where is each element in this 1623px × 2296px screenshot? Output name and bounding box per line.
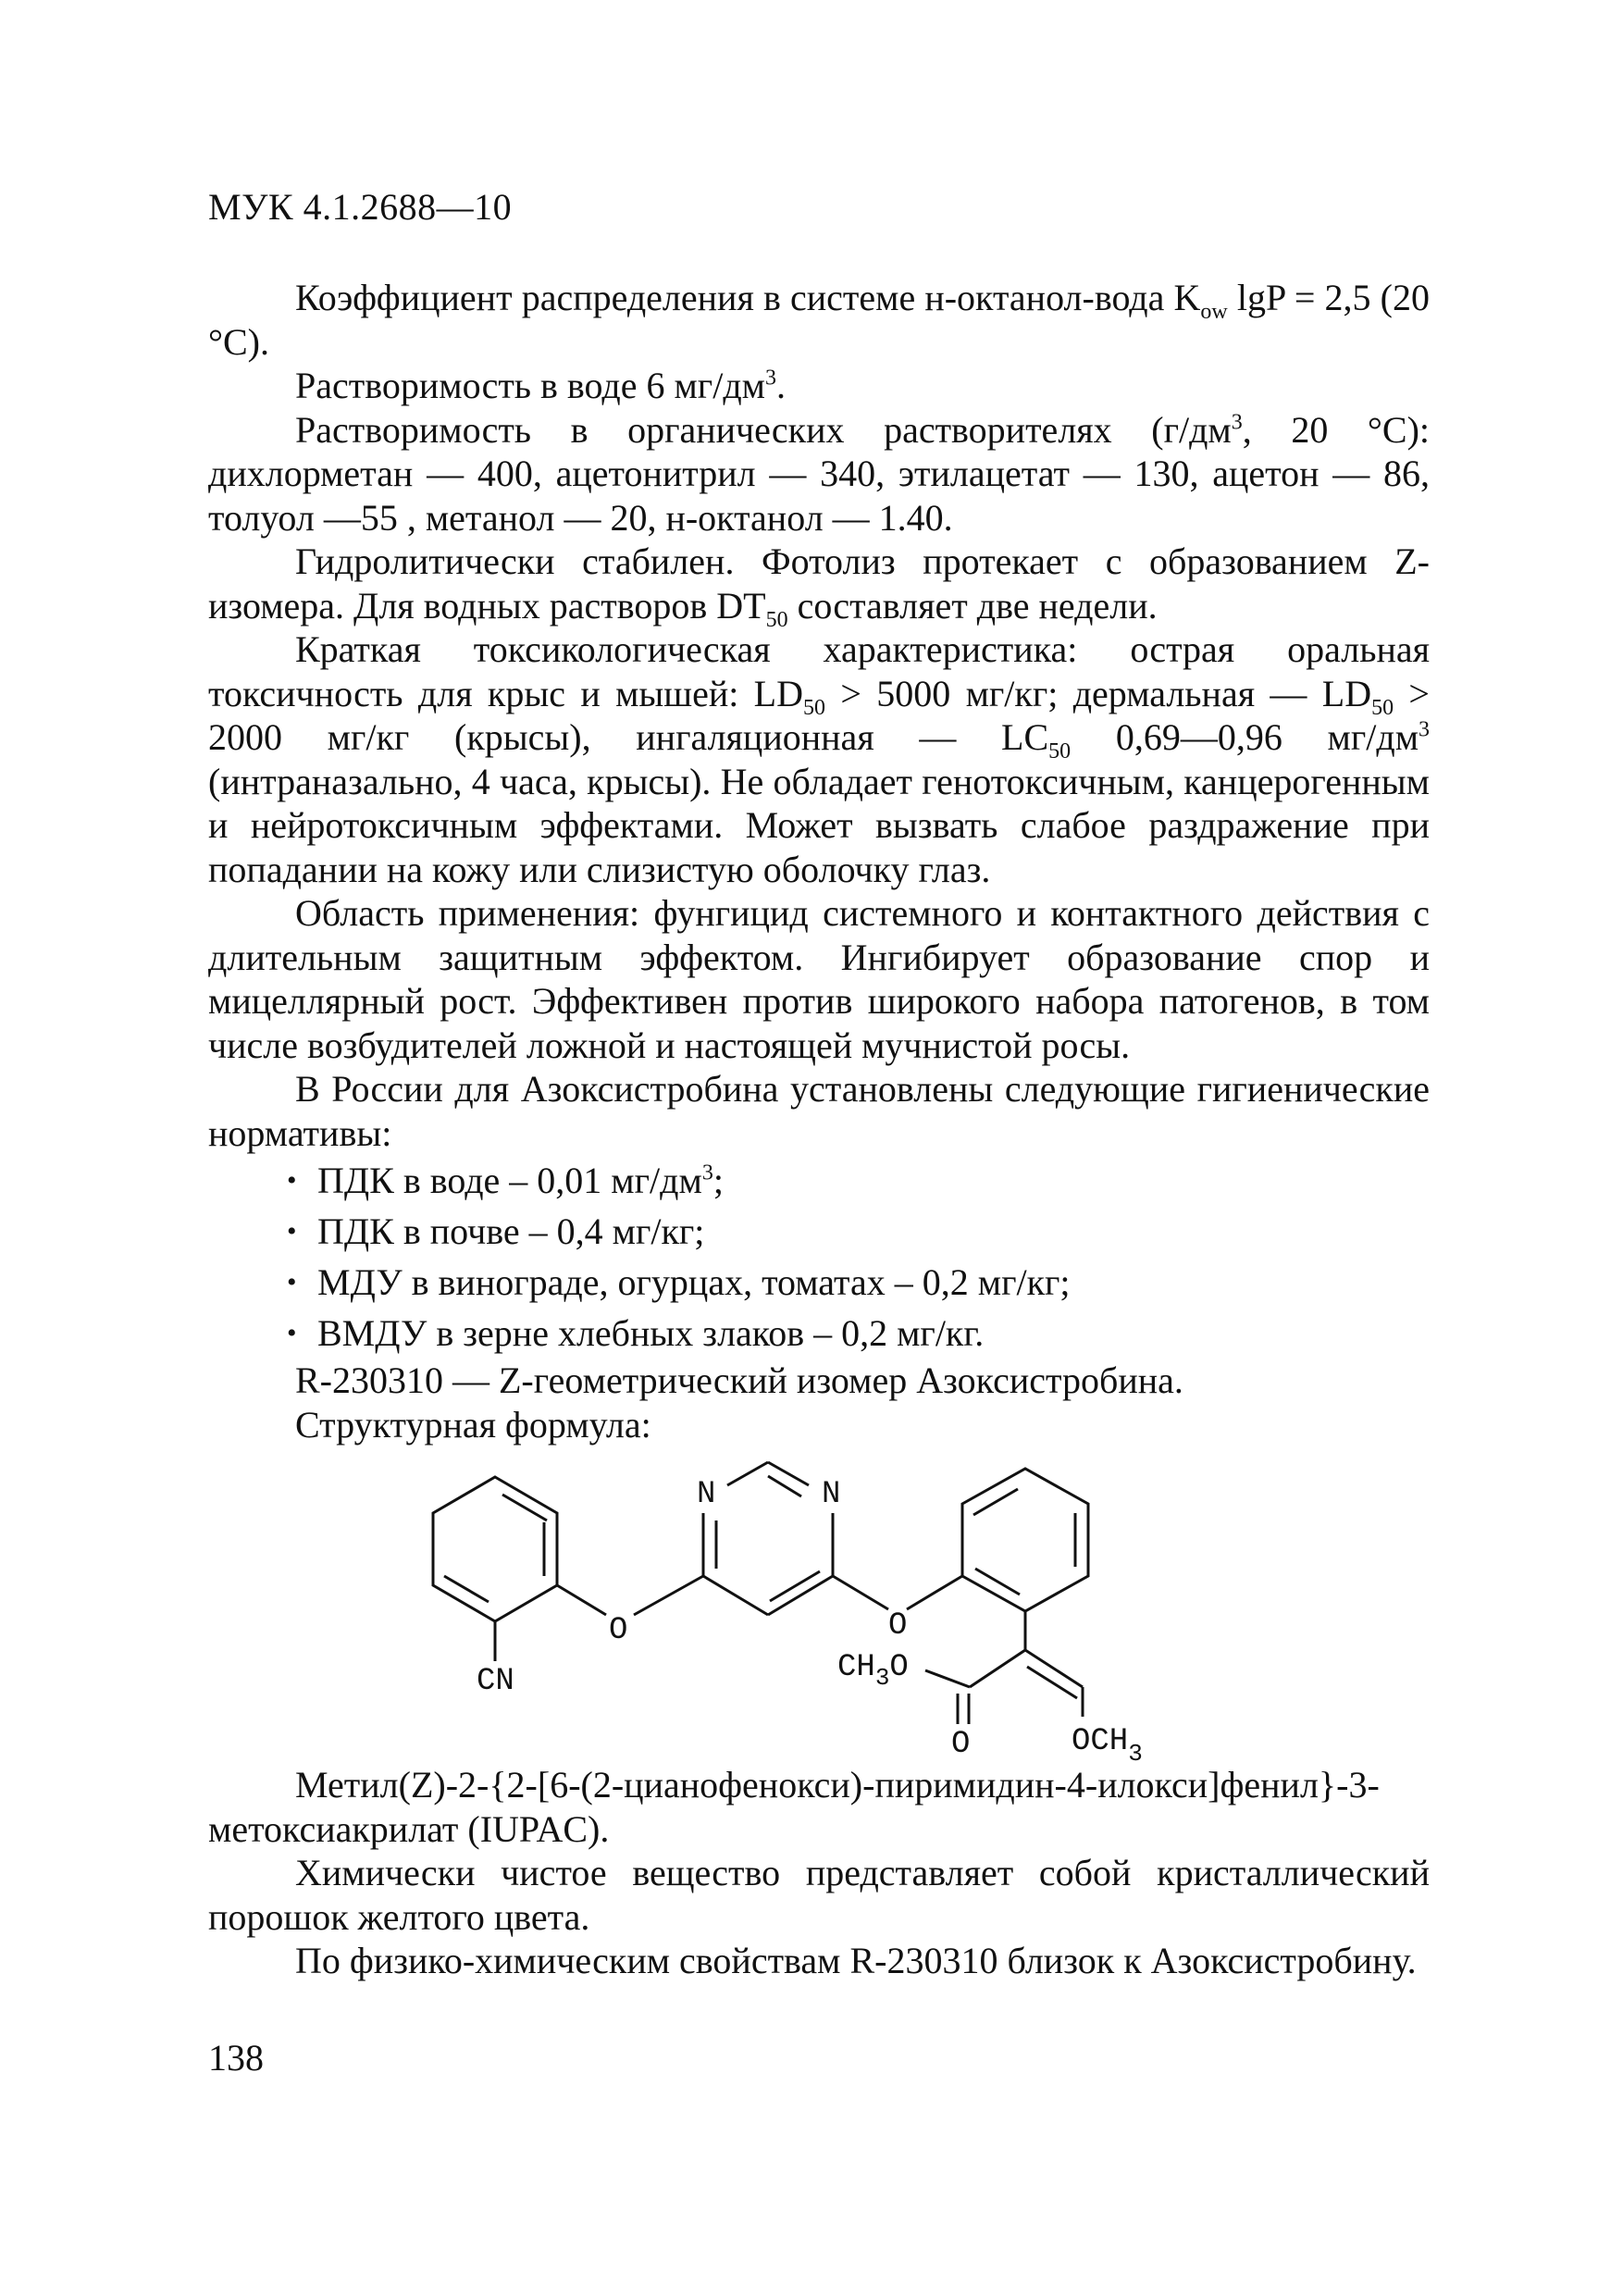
list-item bbox=[208, 1257, 1430, 1308]
paragraph-water-solubility bbox=[208, 364, 1430, 408]
formula-label-och3: $OCH_3$ bbox=[1072, 1724, 1143, 1763]
text-run: Растворимость в органических растворителях (г/дм bbox=[295, 408, 1232, 451]
hygiene-norms-list bbox=[208, 1155, 1430, 1359]
subscript: 50 bbox=[1048, 739, 1072, 763]
bullet-icon: • bbox=[287, 1165, 297, 1196]
text-run: ВМДУ в зерне хлебных злаков – 0,2 мг/кг. bbox=[317, 1312, 985, 1354]
bullet-icon: • bbox=[287, 1267, 297, 1297]
formula-bonds bbox=[433, 1462, 1088, 1724]
text-run: ПДК в воде – 0,01 мг/дм bbox=[317, 1160, 702, 1201]
structural-formula bbox=[407, 1430, 1240, 1763]
page-number: 138 bbox=[208, 2037, 264, 2079]
bullet-icon: • bbox=[287, 1318, 297, 1348]
paragraph-organic-solubility bbox=[208, 408, 1430, 540]
text-run: МДУ в винограде, огурцах, томатах – 0,2 мг/кг; bbox=[317, 1261, 1071, 1303]
superscript: 3 bbox=[1231, 410, 1243, 435]
formula-label-carbonyl-o: O bbox=[951, 1727, 971, 1762]
paragraph-iupac-name: Метил(Z)-2-{2-[6-(2-цианофенокси)-пиримидин-4-илокси]фенил}-3-метоксиакрилат (IUPAC). bbox=[208, 1764, 1380, 1850]
body-text-continued bbox=[208, 1763, 1430, 1983]
formula-label-n2: N bbox=[822, 1477, 841, 1512]
paragraph-properties: По физико-химическим свойствам R-230310 близок к Азоксистробину. bbox=[295, 1940, 1417, 1981]
formula-label-n1: N bbox=[697, 1477, 716, 1512]
superscript: 3 bbox=[765, 366, 776, 391]
paragraph-partition-coefficient bbox=[208, 276, 1430, 364]
subscript: 50 bbox=[803, 695, 825, 720]
subscript: 50 bbox=[765, 607, 788, 632]
superscript: 3 bbox=[701, 1160, 713, 1185]
superscript: 3 bbox=[1419, 717, 1431, 742]
paragraph-appearance: Химически чистое вещество представляет собой кристаллический порошок желтого цвета. bbox=[208, 1852, 1430, 1938]
text-run: составляет две недели. bbox=[787, 584, 1158, 627]
bullet-icon: • bbox=[287, 1216, 297, 1247]
formula-label-ch3o: $CH_3O$ bbox=[837, 1650, 909, 1692]
text-run: > 2000 мг/кг (крысы), ингаляционная — LC bbox=[208, 672, 1430, 758]
formula-label-o2: O bbox=[888, 1608, 908, 1644]
text-run: Краткая токсикологическая характеристика: острая оральная токсичность для крыс и мышей: LD bbox=[208, 628, 1430, 714]
formula-label-o1: O bbox=[609, 1613, 628, 1648]
paragraph-isomer: R-230310 — Z-геометрический изомер Азоксистробина. bbox=[295, 1359, 1183, 1401]
list-item bbox=[208, 1308, 1430, 1359]
text-run: , 20 °С): дихлорметан — 400, ацетонитрил — 340, этилацетат — 130, ацетон — 86, толуол —55 , метанол — 20, н-октанол — 1.40. bbox=[208, 408, 1430, 539]
paragraph-hydrolysis bbox=[208, 540, 1430, 632]
subscript: 50 bbox=[1371, 695, 1394, 720]
text-run: ПДК в почве – 0,4 мг/кг; bbox=[317, 1210, 705, 1252]
text-run: (интраназально, 4 часа, крысы). Не обладает генотоксичным, канцерогенным и нейротоксичным эффектами. Может вызвать слабое раздражение при попадании на кожу или слизистую оболочку глаз. bbox=[208, 760, 1430, 890]
running-head: МУК 4.1.2688—10 bbox=[208, 186, 513, 228]
paragraph-formula-caption: Структурная формула: bbox=[295, 1403, 651, 1446]
text-run: Гидролитически стабилен. Фотолиз протекает с образованием Z-изомера. Для водных растворов DT bbox=[208, 540, 1430, 627]
formula-label-cn: CN bbox=[477, 1664, 514, 1699]
text-run: > 5000 мг/кг; дермальная — LD bbox=[825, 672, 1372, 714]
paragraph-toxicology bbox=[208, 627, 1430, 891]
text-run: Коэффициент распределения в системе н-октанол-вода K bbox=[295, 277, 1201, 318]
text-run: 0,69—0,96 мг/дм bbox=[1071, 716, 1419, 758]
paragraph-russia-norms: В России для Азоксистробина установлены следующие гигиенические нормативы: bbox=[208, 1068, 1430, 1154]
list-item bbox=[208, 1155, 1430, 1206]
text-run: lgP = 2,5 (20 °С). bbox=[208, 277, 1430, 363]
text-run: ; bbox=[712, 1160, 724, 1201]
text-run: . bbox=[776, 365, 786, 406]
list-item bbox=[208, 1206, 1430, 1257]
body-text bbox=[208, 276, 1430, 1446]
text-run: Растворимость в воде 6 мг/дм bbox=[295, 365, 765, 406]
subscript: ow bbox=[1200, 300, 1228, 324]
paragraph-application: Область применения: фунгицид системного и контактного действия с длительным защитным эффектом. Ингибирует образование спор и мицеллярный рост. Эффективен против широкого набора патогенов, в том числе возбудителей ложной и настоящей мучнистой росы. bbox=[208, 892, 1430, 1066]
